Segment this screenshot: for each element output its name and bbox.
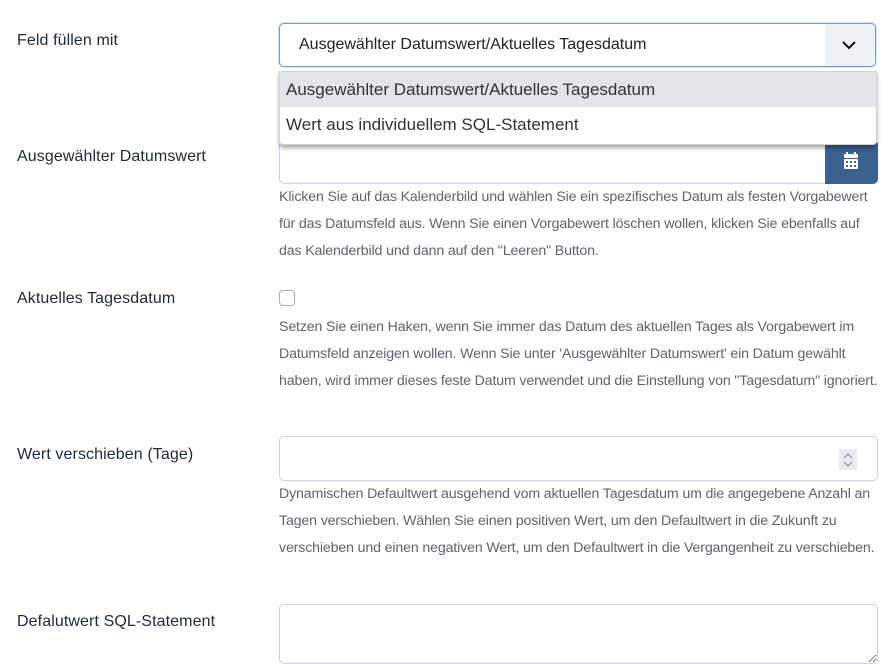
- dropdown-option-sql-statement[interactable]: Wert aus individuellem SQL-Statement: [286, 115, 579, 134]
- fill-with-dropdown-menu: [279, 71, 877, 145]
- fill-with-select[interactable]: [279, 23, 876, 67]
- calendar-icon: [843, 152, 859, 170]
- calendar-button[interactable]: [825, 140, 878, 184]
- shift-days-help: Dynamischen Defaultwert ausgehend vom aktuellen Tagesdatum um die angegebene Anzahl an Tagen verschieben. Wählen Sie einen positiven Wert, um den Defaultwert in die Zukunft zu verschieben und einen negativen Wert, um den Defaultwert in die Vergangenheit zu verschieben.: [279, 486, 875, 556]
- fill-with-selected-value: Ausgewählter Datumswert/Aktuelles Tagesdatum: [299, 36, 647, 53]
- number-spinner[interactable]: [839, 449, 857, 470]
- current-date-label: Aktuelles Tagesdatum: [17, 290, 176, 307]
- select-toggle-button[interactable]: [825, 24, 875, 66]
- shift-days-input[interactable]: [279, 436, 878, 481]
- dropdown-option-selected-date[interactable]: Ausgewählter Datumswert/Aktuelles Tagesdatum: [280, 72, 876, 107]
- sql-default-textarea[interactable]: [279, 604, 878, 664]
- sql-default-label: Defalutwert SQL-Statement: [17, 613, 216, 630]
- shift-days-label: Wert verschieben (Tage): [17, 446, 194, 463]
- fill-with-label: Feld füllen mit: [17, 32, 119, 49]
- selected-date-label: Ausgewählter Datumswert: [17, 148, 207, 165]
- chevron-down-icon: [841, 38, 857, 52]
- selected-date-input[interactable]: [279, 140, 826, 184]
- current-date-checkbox[interactable]: [279, 290, 295, 306]
- current-date-help: Setzen Sie einen Haken, wenn Sie immer das Datum des aktuellen Tages als Vorgabewert im Datumsfeld anzeigen wollen. Wenn Sie unter 'Ausgewählter Datumswert' ein Datum gewählt haben, wird immer dieses feste Datum verwendet und die Einstellung von "Tagesdatum" ignoriert.: [279, 319, 878, 389]
- selected-date-help: Klicken Sie auf das Kalenderbild und wählen Sie ein spezifisches Datum als festen Vorgabewert für das Datumsfeld aus. Wenn Sie einen Vorgabewert löschen wollen, klicken Sie ebenfalls auf das Kalenderbild und dann auf den "Leeren" Button.: [279, 189, 868, 259]
- spinner-arrows-icon: [843, 452, 853, 468]
